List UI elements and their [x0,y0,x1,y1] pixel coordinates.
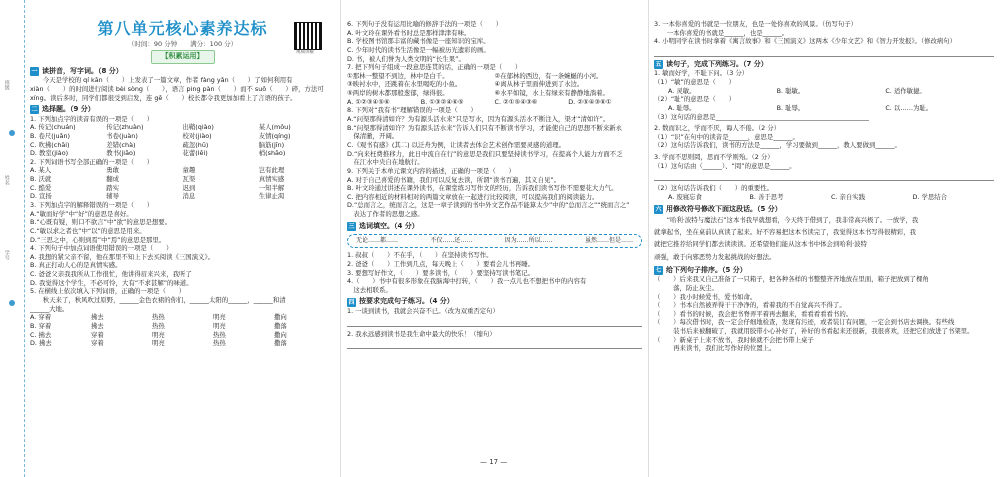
text-line: 秋天来了，秋风吹过原野，______金色衣裙的你们，______太阳的______，______和清 [30,296,286,305]
option-text: D. 教室(jiào) [30,149,69,158]
option-text: 一 [31,68,38,76]
right-page [652,0,998,477]
options [30,175,335,184]
text-line: xiàn（ ）的时间进行阅读 bèi sòng（ ），语言 ping pàn（ ）而不 suō（ ）碎，方法可 [30,84,324,93]
option-text: 生律止渴 [258,192,285,201]
option: C. 爸爸父亲我我所从工作很忙，他讲得眉来兴来，我听了 [30,270,192,279]
options [30,331,335,340]
order-item: （ ）我小时候爱书，爱书如命。 [654,292,757,301]
qr-label: 视频讲解 [296,50,314,55]
option: D.“向来枉费推移力，此日中流自在行”的意思是我们只要坚持读书学习，在提高个人能力方面不乏 [347,149,623,158]
option-text: A. 穿着 [30,313,52,322]
option: D.“三思之中，心则到焉”中“焉”的意思是那里。 [30,235,166,244]
question: 3. 学而不思则罔，思而不学则殆。（2 分） [654,153,774,162]
option-text: 读句子，完成下列练习。（7 分） [666,59,768,68]
section-banner: 【积累运用】 [151,50,215,63]
section-6-heading [654,205,994,214]
order-item: （ ）书本自然被弄得干干净净的，看着我的不自觉高兴不得了。 [654,301,846,310]
text-line: 顽强，敢于向邪恶势力发起挑战的好想法。 [654,252,776,261]
text-line: ______大地。 [30,304,69,313]
fill-line: 这去相联系。 [347,285,392,294]
answer-line[interactable] [347,339,642,349]
question: 1. 下列加点字的读音有误的一项是（ ） [30,114,154,123]
question: 2. 下列词语书写全部正确的一项是（ ） [30,157,154,166]
option-text: 不仅……还…… [430,237,473,245]
option-text: 按要求完成句子练习。（4 分） [359,297,454,306]
option-text: 撒落 [274,321,287,330]
option-text: 踏实 [106,183,120,192]
option-text: 花蕾(lěi) [182,149,208,158]
option: 表达了作者的思想之感。 [347,210,424,219]
option-text: D. 拂去 [30,339,52,348]
exercise-line: 2. 我永远感到读书是我生命中最大的快乐！（缩句） [347,329,496,338]
binding-hole [9,130,15,136]
option: C. 少年时代的读书生活像是一幅被历光遗彩的画。 [347,45,490,54]
answer-line[interactable] [347,317,642,327]
section-1-heading [30,67,335,76]
option-text: C. 拂去 [30,330,52,339]
page-divider [648,0,649,477]
option-text: C. ②①⑤④③⑥ [494,97,538,106]
option: A. 叶文玲在课外看书时总是那样津津有味。 [347,28,471,37]
fill-line: 4.（ ）书中有很多形象在我脑海中打转，（ ）我一点儿也不想把书中的内容有 [347,277,587,286]
option: D. 书，被人们誉为人类文明的“长生果”。 [347,54,465,63]
option-text: 穿着 [91,330,104,339]
options [654,193,994,202]
option-text: A. 灵敏。 [668,86,696,95]
option-text: 迟到 [182,183,196,192]
option-text: 瓦渠 [182,175,196,184]
option-text: 穿着 [91,339,104,348]
question: 1. 敏而好学，不耻下问。（3 分） [654,69,749,78]
question: 5. 在横线上依次填入下列词语，正确的一项是（ ） [30,287,186,296]
options [654,104,994,113]
option-text: B. 聪敏。 [776,86,805,95]
option-text: B. 穿着 [30,321,52,330]
option-text: ①那林一整望不到边，林中是白千。 [347,71,449,80]
option-text: 明亮 [152,339,165,348]
sub-question: （2）这句话告诉我们，读书的方法是______，学习要做到______，教人要做到______。 [654,141,901,150]
text-line: “哈利·波特与魔法石”这本书我早就想看，今天终于借到了，我非常高兴极了。一放学，我 [654,216,919,225]
option-text: 明亮 [213,321,226,330]
option-text: 热热 [213,330,226,339]
option-text: B. 善于思考 [749,193,784,202]
option-text: B. 耻辱。 [776,103,805,112]
option: A.“敏而好学”中“好”的意思是喜好。 [30,209,133,218]
option-text: 拂去 [91,313,104,322]
question: 3. 下列加点字的解释错误的一项是（ ） [30,201,154,209]
option-text: 一知半解 [258,183,285,192]
options [30,192,335,201]
option-text: 真情实感 [258,175,285,184]
option-text: A. 传记(chuán) [30,123,76,132]
page-divider [340,0,341,477]
option-text: 热热 [152,313,165,322]
unit-title: 第八单元核心素养达标 [97,19,268,38]
option-text: 四 [348,298,355,306]
fill-line: 1. 叔叔（ ）不在乎，（ ）在坚持读书写作。 [347,251,493,260]
option-text: 辅导 [106,192,120,201]
sub-question: （2）“耻”的意思是（ ） [654,95,735,104]
option: A.“问渠那得清如许？为有源头活水来”只是写水，因为有源头活水不断注入，渠才“清如许”。 [347,115,610,124]
options [30,149,335,158]
order-item: （ ）看书的时候，我会把书脊弄平着再去翻来，看看看看看书的。 [654,309,853,318]
gutter-label-class: 班级 [3,80,10,90]
option-text: 热热 [152,321,165,330]
exercise-line: 4. 小明同学在读书时拿着《寓言故事》和《三国演义》这两本《少年文艺》和《智力开发报》。（修改病句） [654,37,957,46]
option-text: B. 沃就 [30,175,52,184]
option: 在江水中央自在地航行。 [347,158,424,167]
option-text: A. 废寝忘食 [668,193,702,202]
section-5-heading [654,60,994,69]
binding-gutter [0,0,25,477]
option-text: ④离从林子里面伸进到了水边。 [494,80,584,89]
option-text: 读拼音，写字词。（8 分） [42,66,123,75]
option-text: A. 某人 [30,166,52,175]
option: B. 叶文玲通过讲述在课外读书，在课堂练习写作文的经历，告诉我们读书写作不需要花大力气。 [347,184,618,193]
order-item: 装书后来被翻破了，我就用胶带小心补好了，补好的书看起来还很新，我很喜欢，还把它们放进了书架里。 [654,327,974,336]
sub-question: （1）“敏”的意思是（ ） [654,78,735,86]
option-text: D. ②⑤④③⑥① [568,97,612,106]
option-text: 虽然……但是…… [584,237,633,245]
option-text: 教书(jiāo) [106,149,136,158]
option-text: 友情(qíng) [258,131,291,140]
option-text: 给下列句子排序。（5 分） [666,265,747,274]
options [30,141,335,150]
option-text: C. 适作敏捷。 [885,86,926,95]
option-text: 五 [655,61,662,69]
option: C. 把内容相近的材料相对的两篇文章放在一起进行比较阅读，可以提高我们的阅读能力。 [347,192,599,201]
options [30,123,335,132]
option: B. 真正打动人心的是真情实感。 [30,261,122,270]
fill-line: 3. 要想写好作文，（ ）要多读书，（ ）要坚持写读书笔记。 [347,268,535,277]
exercise-line: 一本你喜爱的书就是______，也是______。 [654,28,789,37]
sentence-items [347,89,642,98]
sentence-items [347,80,642,89]
options [30,166,335,175]
order-item: 落，防止灰尘。 [654,283,718,292]
option-text: 七 [655,267,662,275]
option-text: 拂去 [91,321,104,330]
option-text: ⑥水平如镜，水上有绿来有静静地淌着。 [494,89,609,98]
option-text: 出鞘(qiào) [182,123,214,132]
exercise-line: 1. 一谈到读书，我就会兴奋不已。（改为双重否定句） [347,306,499,315]
options [347,98,642,107]
option-text: 选词填空。（4 分） [359,221,419,230]
option-text: 疏忽(hū) [182,140,209,149]
option-text: 勇敢 [106,166,120,175]
question: 8. 下列对“我有书”理解错误的一项是（ ） [347,106,477,115]
option-text: 二 [31,106,38,114]
option-text: C. 吹拂(chāi) [30,140,70,149]
option-text: C. 亲自实践 [831,193,866,202]
text-line: 就拿起书，坐在桌前认真读了起来。好不容易把这本书读完了，我觉得这本书写得很精彩，我 [654,228,917,237]
option-text: 校对(jiào) [182,131,212,140]
option-text: D. 宣扬 [30,192,52,201]
option-text: 差错(chà) [106,140,136,149]
section-3-heading [347,222,642,231]
options [30,313,335,322]
option-text: B. 卷尺(juǎn) [30,131,71,140]
section-2-heading [30,105,335,114]
option-text: ⑤两岸的树木都那般葱郁，绿得很。 [347,89,449,98]
options [30,339,335,348]
option-text: 用修改符号修改下面这段话。（5 分） [666,204,782,213]
option: 保清澈，开阔。 [347,132,399,141]
question: 6. 下列句子没有运用比喻的修辞手法的一项是（ ） [347,20,503,28]
sub-question: （3）这句话的意思是________________________________________________ [654,112,869,121]
option: C.“敏以求之者也”中“以”的意思是用来。 [30,226,146,235]
option-text: 翻成 [106,175,120,184]
option: C.《观书有感》(其二) 以泛舟为例，让读者去体会艺术创作需要灵感的道理。 [347,140,566,149]
sub-question: （1）“识”在句中的读音是______，意思是______。 [654,132,799,141]
option-text: 热热 [213,339,226,348]
order-item: 再来读书，我们比写作好的位置上。 [654,344,776,353]
option-text: B. ①③②④⑥⑤ [420,97,464,106]
gutter-label-id: 学号 [3,250,10,260]
text-line: 今天是学校的 qí kān（ ）上发表了一篇文章，作者 fàng yǎn（ ）了如何利用有 [30,76,293,85]
text-line: 就把它推荐给同学们都去读读读。还希望他们能从这本书中体会到哈利·波特 [654,240,867,249]
binding-hole [9,300,15,306]
options [30,322,335,331]
answer-line[interactable] [654,47,994,57]
option-text: A. 耻辱。 [668,103,696,112]
qr-code-icon[interactable] [294,22,322,50]
question: 4. 下列句子中加点词语使用错误的一项是（ ） [30,244,173,253]
option: A. 我想的紧父亲不留，他在那里不知上下去买阅读《三国演义》。 [30,252,215,261]
option-text: 明亮 [213,313,226,322]
option-text: 撒向 [274,330,287,339]
question: 2. 数而识之，学而不厌，诲人不倦。（2 分） [654,124,781,133]
option-text: 六 [655,205,662,213]
option-text: D. 学思结合 [912,193,948,202]
option-text: 梢(shāo) [258,149,286,158]
order-item: （ ）新桌子上来不放书，我时候就不会把书带上桌子 [654,335,814,344]
word-bank [347,234,642,248]
question: 9. 下列关于本单元课文内容的描述，正确的一项是（ ） [347,166,515,175]
question: 7. 把下列句子组成一段意思连贯的话，正确的一项是（ ） [347,63,522,72]
option-text: 撒向 [274,313,287,322]
option-text: ②在郁林的西边，有一条蜿蜒的小河。 [494,71,603,80]
sub-question: （2）这句话告诉我们（ ）的重要性。 [654,184,774,193]
option-text: C. 以……为耻。 [885,103,933,112]
text-line: xíng。读后多时，同学们都很受到启发，连 gē（ ）校长都令我更加加看上了言语的孩子。 [30,93,297,102]
option-text: 明亮 [152,330,165,339]
options [30,132,335,141]
option-text: 传记(zhuàn) [106,123,144,132]
answer-line[interactable] [654,171,994,181]
option-text: 童趣 [182,166,196,175]
option-text: 撒落 [274,339,287,348]
left-page [0,0,340,477]
option: B.“问渠那得清如许？为有源头活水来”告诉人们只有不断读书学习，才能使自己的思想不断来新永 [347,123,623,132]
section-4-heading [347,297,642,306]
option-text: 某人(mǒu) [258,123,291,132]
option: B. 学校图书馆那丰富的藏书像是一座知识的宝库。 [347,37,490,46]
option-text: 选择题。（9 分） [42,105,95,114]
option: B.“心既有疑，则口不欲言”中“欲”的意思是想要。 [30,218,172,227]
option-text: 书卷(juàn) [106,131,138,140]
option-text: 消息 [182,192,196,201]
option-text: 无论……都…… [356,237,399,245]
exercise-line: 3. 一本你喜爱的书就是一位朋友，也是一处你喜欢的风景。（仿写句子） [654,20,858,28]
option: A. 对于自己喜爱的书籍，我们可以反复去读，所谓“读书百遍，其义自见”。 [347,175,561,184]
options [654,87,994,96]
order-item: （ ）后来我又自己准备了一只箱子，把各种各样的书整整齐齐地放在里面，箱子把放到了棵角 [654,275,929,284]
option-text: A. ①②③④⑤⑥ [347,97,390,106]
fill-line: 2. 爸爸（ ）工作到几点，每天晚上（ ）要看会儿书再睡。 [347,259,535,268]
option-text: 岂有此理 [258,166,285,175]
middle-page [345,0,645,477]
option: D.“总而言之，统而言之，这是一章子读到的书中外文艺作品不能算太少”中的“总而言之”“统而言之” [347,201,630,210]
exam-info: （时间：90 分钟 满分：100 分） [127,39,238,48]
option-text: C. 酷爱 [30,183,52,192]
gutter-label-name: 姓名 [3,175,10,185]
order-item: （ ）每次借书时，我一定会仔细地检查，发现有污迹，或者装订有问题，一定会到书店去调换。有些线 [654,318,955,327]
option-text: 因为……所以…… [504,237,553,245]
option-text: 脑筋(jīn) [258,140,285,149]
option-text: ③映衬水中，还跳着在水里喝吃的小鱼。 [347,80,462,89]
section-7-heading [654,266,994,275]
page-number: — 17 — [480,458,508,466]
sub-question: （1）这句话由（______）、“罔”的意思是______。 [654,161,796,170]
option: D. 我觉得这个学生，不必可怜，大有“不求甚解”的味道。 [30,278,193,287]
option-text: 三 [348,222,355,230]
